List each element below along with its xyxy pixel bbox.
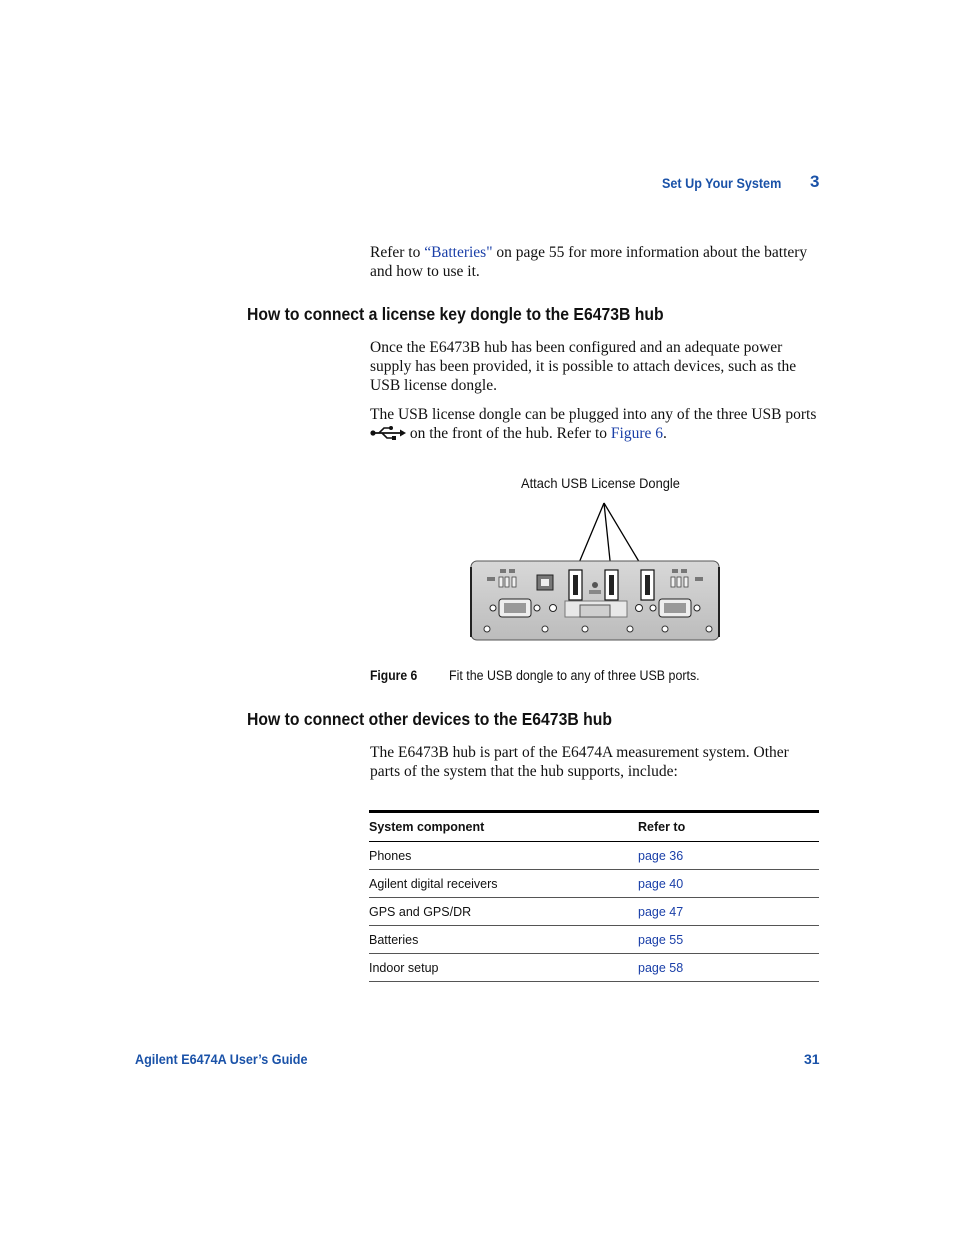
table-row xyxy=(369,842,819,870)
table-cell-page-link[interactable]: page 40 xyxy=(638,870,819,898)
batteries-link[interactable]: “Batteries" xyxy=(424,244,493,261)
figure-caption xyxy=(370,668,700,683)
hub-front-panel-figure xyxy=(465,495,725,645)
table-cell-page-link[interactable]: page 55 xyxy=(638,926,819,954)
table-row xyxy=(369,870,819,898)
section-heading-dongle: How to connect a license key dongle to the E6473B hub xyxy=(247,304,664,324)
chapter-number: 3 xyxy=(810,172,820,191)
running-header xyxy=(662,175,781,191)
table-cell-page-link[interactable]: page 36 xyxy=(638,842,819,870)
header-section-title: Set Up Your System xyxy=(662,175,782,191)
table-cell-component: GPS and GPS/DR xyxy=(369,898,638,926)
figure-caption-text: Fit the USB dongle to any of three USB ports. xyxy=(449,668,700,683)
table-cell-component: Phones xyxy=(369,842,638,870)
dongle-paragraph-2: The USB license dongle can be plugged into any of the three USB ports on the front of the hub. Refer to Figure 6. xyxy=(370,406,817,442)
table-header-refer: Refer to xyxy=(638,812,819,842)
section-heading-other-devices: How to connect other devices to the E6473B hub xyxy=(247,709,612,729)
system-components-table xyxy=(369,810,819,982)
intro-paragraph: Refer to “Batteries" on page 55 for more information about the battery and how to use it. xyxy=(370,244,808,280)
table-row xyxy=(369,926,819,954)
table-cell-page-link[interactable]: page 47 xyxy=(638,898,819,926)
table-row xyxy=(369,898,819,926)
other-devices-paragraph: The E6473B hub is part of the E6474A measurement system. Other parts of the system that the hub supports, include: xyxy=(370,744,789,780)
page-number: 31 xyxy=(804,1051,820,1067)
figure-label: Figure 6 xyxy=(370,668,418,683)
table-cell-component: Agilent digital receivers xyxy=(369,870,638,898)
table-row xyxy=(369,954,819,982)
table-cell-component: Indoor setup xyxy=(369,954,638,982)
table-header-component: System component xyxy=(369,812,638,842)
table-cell-page-link[interactable]: page 58 xyxy=(638,954,819,982)
dongle-paragraph-1: Once the E6473B hub has been configured and an adequate power supply has been provided, it is possible to attach devices, such as the USB license dongle. xyxy=(370,339,797,394)
table-cell-component: Batteries xyxy=(369,926,638,954)
usb-symbol-icon xyxy=(370,425,406,441)
footer-title: Agilent E6474A User’s Guide xyxy=(135,1051,308,1067)
figure-callout-label: Attach USB License Dongle xyxy=(521,475,680,491)
figure-6-link[interactable]: Figure 6 xyxy=(610,425,663,442)
table-header-row xyxy=(369,812,819,842)
